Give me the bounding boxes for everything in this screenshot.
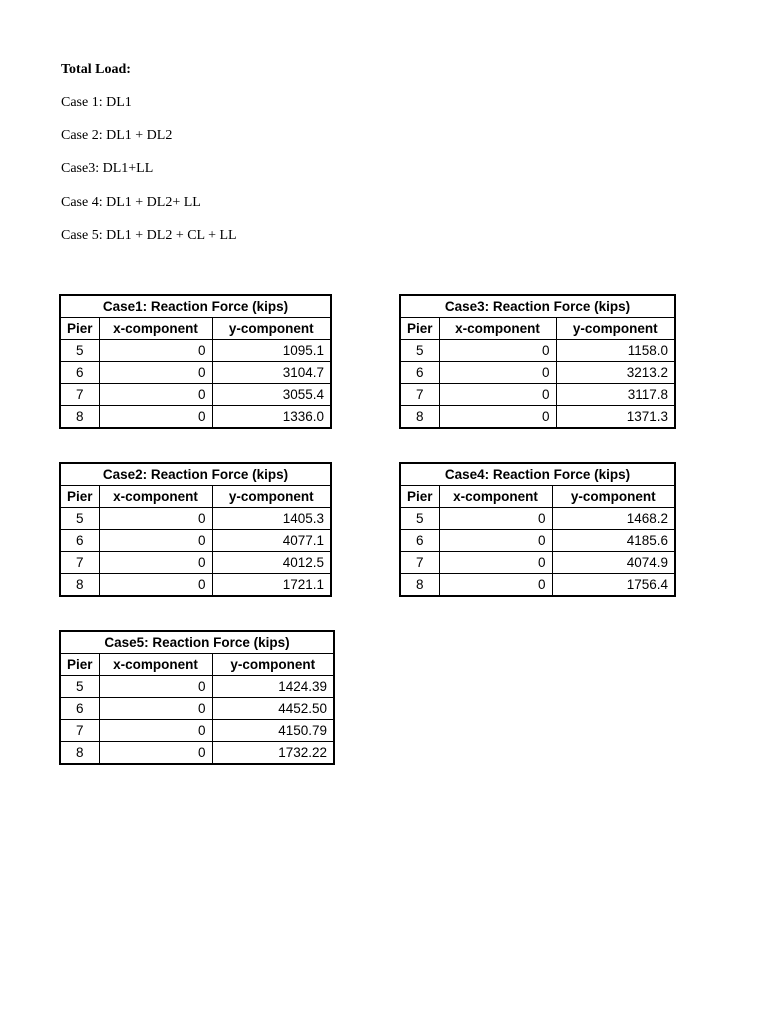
x-cell: 0 — [439, 530, 552, 552]
col-header-y: y-component — [212, 318, 331, 340]
table-row — [60, 574, 331, 597]
y-cell: 1721.1 — [212, 574, 331, 597]
col-header-y: y-component — [556, 318, 675, 340]
x-cell: 0 — [99, 574, 212, 597]
table-title: Case2: Reaction Force (kips) — [60, 463, 331, 486]
y-cell: 1158.0 — [556, 340, 675, 362]
pier-cell: 8 — [400, 406, 439, 429]
col-header-x: x-component — [439, 486, 552, 508]
table-row — [60, 340, 331, 362]
case1-reaction-table — [59, 294, 332, 429]
table-row — [400, 508, 675, 530]
col-header-pier: Pier — [60, 318, 99, 340]
col-header-x: x-component — [439, 318, 556, 340]
y-cell: 4150.79 — [212, 720, 334, 742]
case2-reaction-table — [59, 462, 332, 597]
y-cell: 3117.8 — [556, 384, 675, 406]
case4-reaction-table — [399, 462, 676, 597]
y-cell: 1336.0 — [212, 406, 331, 429]
pier-cell: 7 — [400, 552, 439, 574]
y-cell: 1732.22 — [212, 742, 334, 765]
x-cell: 0 — [439, 574, 552, 597]
y-cell: 4012.5 — [212, 552, 331, 574]
table-row — [400, 574, 675, 597]
col-header-y: y-component — [552, 486, 675, 508]
x-cell: 0 — [99, 676, 212, 698]
table-row — [60, 530, 331, 552]
case-3-definition: Case3: DL1+LL — [61, 161, 154, 176]
table-row — [60, 742, 334, 765]
table-row — [400, 340, 675, 362]
case3-reaction-table — [399, 294, 676, 429]
table-row — [400, 384, 675, 406]
x-cell: 0 — [99, 362, 212, 384]
x-cell: 0 — [99, 508, 212, 530]
x-cell: 0 — [439, 362, 556, 384]
x-cell: 0 — [99, 530, 212, 552]
table-row — [60, 676, 334, 698]
col-header-y: y-component — [212, 486, 331, 508]
col-header-pier: Pier — [400, 486, 439, 508]
x-cell: 0 — [439, 552, 552, 574]
x-cell: 0 — [99, 384, 212, 406]
table-title: Case1: Reaction Force (kips) — [60, 295, 331, 318]
pier-cell: 5 — [60, 340, 99, 362]
x-cell: 0 — [99, 552, 212, 574]
case-2-definition: Case 2: DL1 + DL2 — [61, 128, 173, 143]
case5-reaction-table — [59, 630, 335, 765]
table-title: Case4: Reaction Force (kips) — [400, 463, 675, 486]
pier-cell: 8 — [60, 406, 99, 429]
table-row — [400, 406, 675, 429]
x-cell: 0 — [439, 340, 556, 362]
total-load-heading: Total Load: — [61, 62, 131, 77]
y-cell: 1405.3 — [212, 508, 331, 530]
table-row — [60, 384, 331, 406]
case-5-definition: Case 5: DL1 + DL2 + CL + LL — [61, 228, 237, 243]
pier-cell: 7 — [400, 384, 439, 406]
table-title: Case3: Reaction Force (kips) — [400, 295, 675, 318]
col-header-pier: Pier — [60, 486, 99, 508]
case-1-definition: Case 1: DL1 — [61, 95, 132, 110]
table-row — [60, 508, 331, 530]
pier-cell: 7 — [60, 384, 99, 406]
table-row — [400, 552, 675, 574]
pier-cell: 7 — [60, 552, 99, 574]
col-header-x: x-component — [99, 318, 212, 340]
y-cell: 1424.39 — [212, 676, 334, 698]
y-cell: 1095.1 — [212, 340, 331, 362]
pier-cell: 8 — [60, 574, 99, 597]
y-cell: 4185.6 — [552, 530, 675, 552]
x-cell: 0 — [99, 340, 212, 362]
col-header-x: x-component — [99, 486, 212, 508]
col-header-pier: Pier — [400, 318, 439, 340]
table-title: Case5: Reaction Force (kips) — [60, 631, 334, 654]
table-row — [400, 362, 675, 384]
x-cell: 0 — [99, 698, 212, 720]
y-cell: 3055.4 — [212, 384, 331, 406]
pier-cell: 8 — [60, 742, 99, 765]
col-header-y: y-component — [212, 654, 334, 676]
x-cell: 0 — [439, 508, 552, 530]
table-row — [400, 530, 675, 552]
x-cell: 0 — [439, 384, 556, 406]
x-cell: 0 — [439, 406, 556, 429]
x-cell: 0 — [99, 742, 212, 765]
table-row — [60, 720, 334, 742]
pier-cell: 5 — [60, 676, 99, 698]
pier-cell: 8 — [400, 574, 439, 597]
table-row — [60, 552, 331, 574]
pier-cell: 5 — [60, 508, 99, 530]
x-cell: 0 — [99, 406, 212, 429]
table-row — [60, 698, 334, 720]
x-cell: 0 — [99, 720, 212, 742]
y-cell: 1371.3 — [556, 406, 675, 429]
pier-cell: 7 — [60, 720, 99, 742]
pier-cell: 5 — [400, 340, 439, 362]
case-4-definition: Case 4: DL1 + DL2+ LL — [61, 195, 201, 210]
y-cell: 4452.50 — [212, 698, 334, 720]
y-cell: 4077.1 — [212, 530, 331, 552]
pier-cell: 6 — [400, 362, 439, 384]
pier-cell: 6 — [60, 530, 99, 552]
table-row — [60, 362, 331, 384]
y-cell: 3213.2 — [556, 362, 675, 384]
pier-cell: 6 — [60, 362, 99, 384]
y-cell: 3104.7 — [212, 362, 331, 384]
y-cell: 4074.9 — [552, 552, 675, 574]
pier-cell: 5 — [400, 508, 439, 530]
col-header-x: x-component — [99, 654, 212, 676]
y-cell: 1756.4 — [552, 574, 675, 597]
table-row — [60, 406, 331, 429]
pier-cell: 6 — [60, 698, 99, 720]
pier-cell: 6 — [400, 530, 439, 552]
y-cell: 1468.2 — [552, 508, 675, 530]
col-header-pier: Pier — [60, 654, 99, 676]
